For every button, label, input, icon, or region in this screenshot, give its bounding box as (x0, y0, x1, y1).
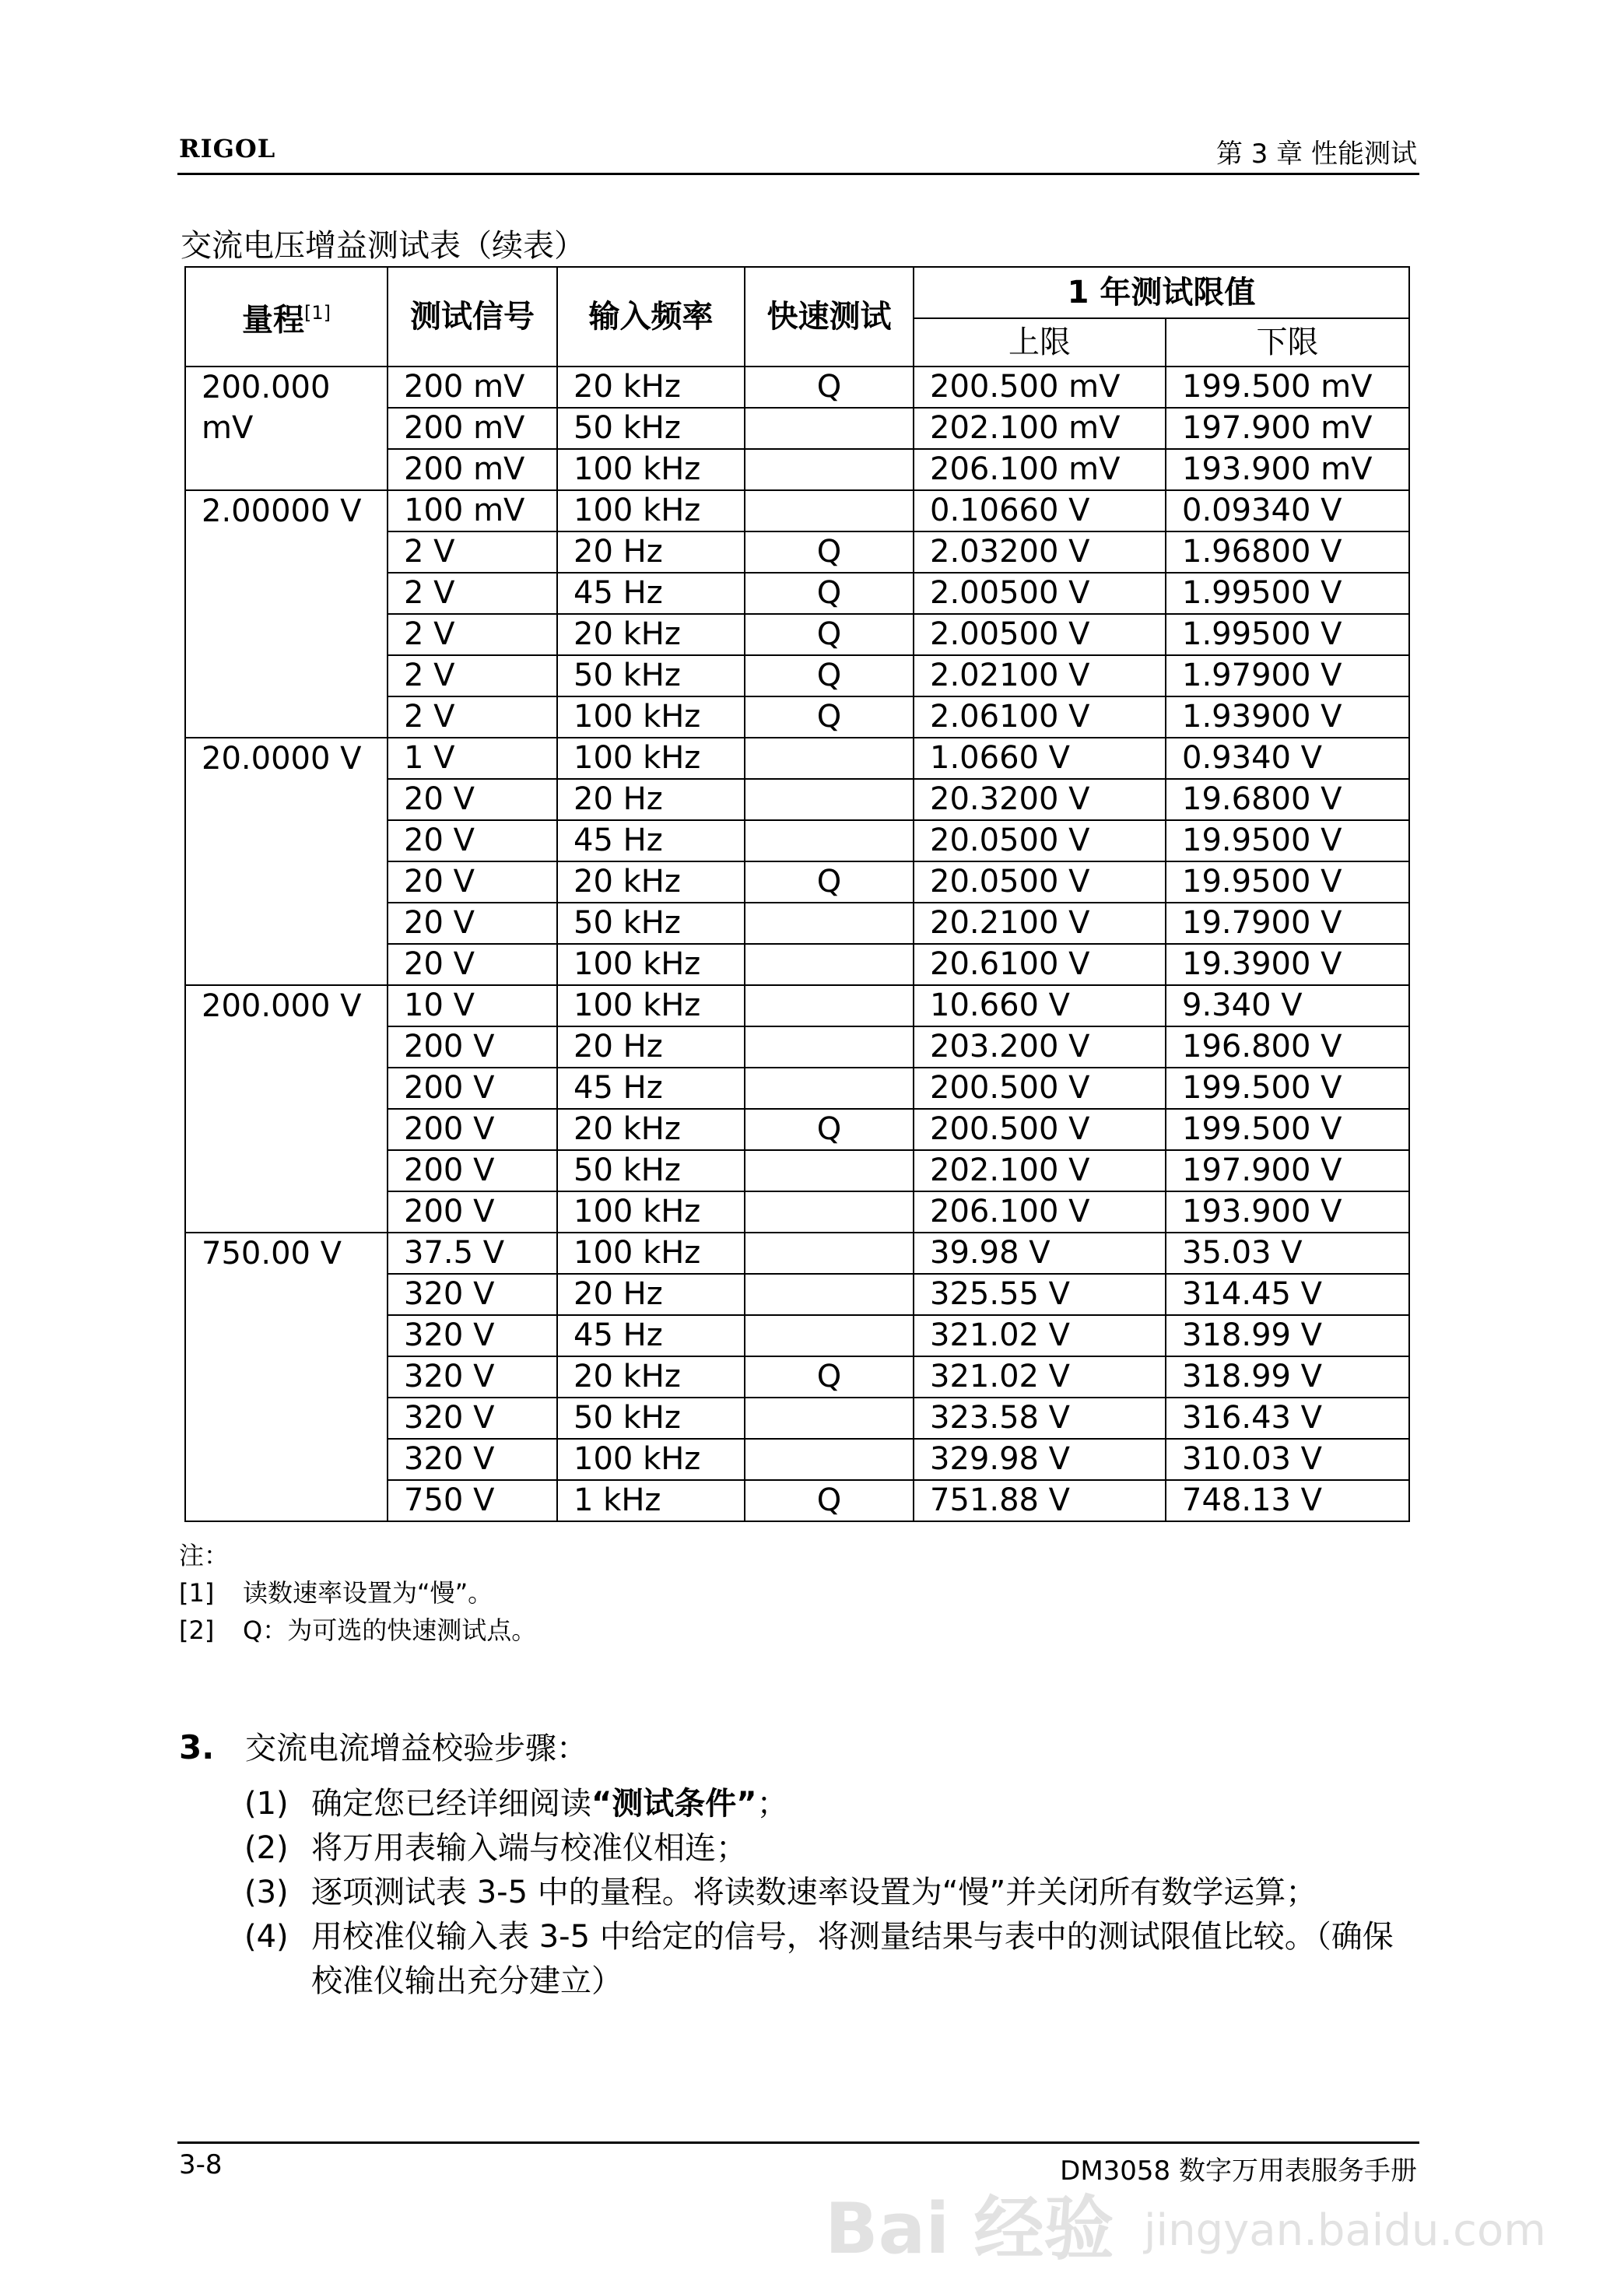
cell-frequency: 1 kHz (557, 1480, 745, 1521)
cell-upper: 20.6100 V (914, 944, 1166, 985)
cell-signal: 20 V (388, 820, 557, 861)
step-item: (1) 确定您已经详细阅读“测试条件”； (244, 1786, 788, 1822)
cell-lower: 1.96800 V (1166, 531, 1409, 573)
cell-lower: 197.900 V (1166, 1150, 1409, 1191)
cell-upper: 200.500 mV (914, 367, 1166, 408)
table-caption: 交流电压增益测试表（续表） (181, 228, 585, 264)
cell-upper: 325.55 V (914, 1274, 1166, 1315)
cell-upper: 2.06100 V (914, 696, 1166, 738)
cell-quick (745, 1398, 914, 1439)
table-row (185, 985, 1409, 1026)
cell-signal: 320 V (388, 1398, 557, 1439)
cell-quick (745, 1150, 914, 1191)
header-lower: 下限 (1166, 318, 1409, 367)
cell-lower: 197.900 mV (1166, 408, 1409, 449)
cell-lower: 9.340 V (1166, 985, 1409, 1026)
cell-quick (745, 1315, 914, 1356)
cell-quick: Q (745, 861, 914, 903)
cell-upper: 1.0660 V (914, 738, 1166, 779)
cell-frequency: 20 kHz (557, 367, 745, 408)
cell-lower: 318.99 V (1166, 1315, 1409, 1356)
cell-frequency: 20 kHz (557, 861, 745, 903)
cell-frequency: 20 kHz (557, 614, 745, 655)
cell-signal: 2 V (388, 614, 557, 655)
cell-range: 200.000 mV (185, 367, 388, 490)
cell-frequency: 20 Hz (557, 779, 745, 820)
cell-lower: 19.6800 V (1166, 779, 1409, 820)
cell-upper: 206.100 V (914, 1191, 1166, 1233)
cell-quick: Q (745, 1109, 914, 1150)
cell-upper: 20.0500 V (914, 820, 1166, 861)
cell-upper: 329.98 V (914, 1439, 1166, 1480)
cell-frequency: 45 Hz (557, 1068, 745, 1109)
cell-signal: 2 V (388, 531, 557, 573)
cell-quick (745, 944, 914, 985)
cell-signal: 2 V (388, 655, 557, 696)
cell-signal: 320 V (388, 1439, 557, 1480)
chapter-title: 第 3 章 性能测试 (1215, 139, 1417, 170)
cell-lower: 1.97900 V (1166, 655, 1409, 696)
cell-frequency: 45 Hz (557, 573, 745, 614)
cell-frequency: 100 kHz (557, 696, 745, 738)
cell-upper: 20.2100 V (914, 903, 1166, 944)
cell-upper: 0.10660 V (914, 490, 1166, 531)
cell-quick (745, 1274, 914, 1315)
cell-quick (745, 408, 914, 449)
cell-lower: 310.03 V (1166, 1439, 1409, 1480)
cell-lower: 19.7900 V (1166, 903, 1409, 944)
cell-frequency: 50 kHz (557, 1150, 745, 1191)
page-number: 3-8 (179, 2149, 223, 2180)
cell-quick (745, 738, 914, 779)
cell-frequency: 100 kHz (557, 490, 745, 531)
cell-frequency: 100 kHz (557, 1191, 745, 1233)
header-signal: 测试信号 (388, 267, 557, 367)
cell-upper: 200.500 V (914, 1068, 1166, 1109)
cell-lower: 19.9500 V (1166, 820, 1409, 861)
cell-quick: Q (745, 1356, 914, 1398)
cell-signal: 20 V (388, 944, 557, 985)
cell-range: 750.00 V (185, 1233, 388, 1521)
cell-frequency: 100 kHz (557, 944, 745, 985)
brand-logo: RIGOL (179, 134, 276, 163)
cell-lower: 19.9500 V (1166, 861, 1409, 903)
cell-quick (745, 779, 914, 820)
header-range: 量程[1] (185, 267, 388, 367)
table-row (185, 490, 1409, 531)
cell-signal: 20 V (388, 903, 557, 944)
cell-frequency: 100 kHz (557, 985, 745, 1026)
cell-quick: Q (745, 531, 914, 573)
cell-quick: Q (745, 655, 914, 696)
cell-upper: 323.58 V (914, 1398, 1166, 1439)
cell-signal: 200 V (388, 1191, 557, 1233)
cell-range: 2.00000 V (185, 490, 388, 738)
cell-frequency: 45 Hz (557, 1315, 745, 1356)
step-item: (2) 将万用表输入端与校准仪相连； (244, 1830, 747, 1866)
cell-frequency: 50 kHz (557, 903, 745, 944)
footer-divider (177, 2141, 1419, 2144)
cell-lower: 19.3900 V (1166, 944, 1409, 985)
cell-upper: 203.200 V (914, 1026, 1166, 1068)
cell-lower: 0.09340 V (1166, 490, 1409, 531)
cell-quick: Q (745, 614, 914, 655)
cell-quick: Q (745, 1480, 914, 1521)
cell-quick (745, 1068, 914, 1109)
cell-upper: 321.02 V (914, 1315, 1166, 1356)
cell-range: 20.0000 V (185, 738, 388, 985)
cell-signal: 200 V (388, 1026, 557, 1068)
ac-voltage-gain-table (184, 266, 1410, 1522)
manual-title: DM3058 数字万用表服务手册 (1060, 2155, 1417, 2187)
cell-upper: 20.3200 V (914, 779, 1166, 820)
header-upper: 上限 (914, 318, 1166, 367)
cell-frequency: 50 kHz (557, 655, 745, 696)
note-item: [1] 读数速率设置为“慢”。 (179, 1578, 493, 1608)
cell-lower: 314.45 V (1166, 1274, 1409, 1315)
cell-signal: 750 V (388, 1480, 557, 1521)
cell-upper: 200.500 V (914, 1109, 1166, 1150)
cell-signal: 200 V (388, 1109, 557, 1150)
cell-lower: 196.800 V (1166, 1026, 1409, 1068)
cell-signal: 2 V (388, 573, 557, 614)
cell-lower: 1.99500 V (1166, 614, 1409, 655)
cell-upper: 751.88 V (914, 1480, 1166, 1521)
cell-frequency: 20 Hz (557, 1026, 745, 1068)
cell-signal: 20 V (388, 861, 557, 903)
cell-upper: 206.100 mV (914, 449, 1166, 490)
notes-title: 注： (179, 1541, 230, 1570)
step-item: (3) 逐项测试表 3-5 中的量程。将读数速率设置为“慢”并关闭所有数学运算； (244, 1875, 1317, 1910)
cell-upper: 2.02100 V (914, 655, 1166, 696)
cell-quick (745, 449, 914, 490)
cell-quick: Q (745, 696, 914, 738)
cell-lower: 316.43 V (1166, 1398, 1409, 1439)
cell-quick (745, 1191, 914, 1233)
cell-lower: 199.500 V (1166, 1068, 1409, 1109)
procedure-steps (244, 1782, 1419, 2004)
header-divider (177, 173, 1419, 175)
cell-lower: 318.99 V (1166, 1356, 1409, 1398)
cell-frequency: 50 kHz (557, 408, 745, 449)
cell-upper: 2.03200 V (914, 531, 1166, 573)
cell-signal: 320 V (388, 1315, 557, 1356)
cell-upper: 202.100 V (914, 1150, 1166, 1191)
cell-upper: 2.00500 V (914, 573, 1166, 614)
cell-signal: 200 mV (388, 408, 557, 449)
cell-signal: 37.5 V (388, 1233, 557, 1274)
header-frequency: 输入频率 (557, 267, 745, 367)
cell-frequency: 20 Hz (557, 531, 745, 573)
cell-quick (745, 820, 914, 861)
cell-frequency: 50 kHz (557, 1398, 745, 1439)
cell-lower: 1.99500 V (1166, 573, 1409, 614)
cell-lower: 199.500 mV (1166, 367, 1409, 408)
cell-frequency: 100 kHz (557, 738, 745, 779)
cell-signal: 320 V (388, 1274, 557, 1315)
section-heading: 3. 交流电流增益校验步骤： (179, 1728, 588, 1766)
header-quick-test: 快速测试 (745, 267, 914, 367)
cell-signal: 100 mV (388, 490, 557, 531)
cell-quick (745, 1439, 914, 1480)
cell-signal: 2 V (388, 696, 557, 738)
cell-upper: 2.00500 V (914, 614, 1166, 655)
cell-lower: 1.93900 V (1166, 696, 1409, 738)
cell-lower: 35.03 V (1166, 1233, 1409, 1274)
table-row (185, 1233, 1409, 1274)
cell-frequency: 100 kHz (557, 1439, 745, 1480)
cell-signal: 1 V (388, 738, 557, 779)
cell-lower: 748.13 V (1166, 1480, 1409, 1521)
cell-upper: 202.100 mV (914, 408, 1166, 449)
cell-upper: 321.02 V (914, 1356, 1166, 1398)
cell-frequency: 20 kHz (557, 1356, 745, 1398)
cell-frequency: 45 Hz (557, 820, 745, 861)
table-row (185, 738, 1409, 779)
step-item: (4) 用校准仪输入表 3-5 中给定的信号，将测量结果与表中的测试限值比较。（确保校准仪输出充分建立） (244, 1919, 1394, 1999)
cell-quick: Q (745, 367, 914, 408)
cell-signal: 200 mV (388, 449, 557, 490)
cell-frequency: 20 Hz (557, 1274, 745, 1315)
cell-quick (745, 1233, 914, 1274)
cell-signal: 200 V (388, 1150, 557, 1191)
watermark-logo: Bai 经验 (825, 2188, 1114, 2270)
cell-lower: 193.900 mV (1166, 449, 1409, 490)
header-limits: 1 年测试限值 (914, 267, 1409, 318)
cell-frequency: 20 kHz (557, 1109, 745, 1150)
cell-signal: 200 V (388, 1068, 557, 1109)
cell-lower: 193.900 V (1166, 1191, 1409, 1233)
cell-quick (745, 1026, 914, 1068)
cell-quick: Q (745, 573, 914, 614)
cell-quick (745, 490, 914, 531)
watermark-url: jingyan.baidu.com (1144, 2205, 1546, 2256)
cell-signal: 200 mV (388, 367, 557, 408)
cell-lower: 0.9340 V (1166, 738, 1409, 779)
cell-signal: 10 V (388, 985, 557, 1026)
cell-frequency: 100 kHz (557, 449, 745, 490)
table-row (185, 367, 1409, 408)
cell-quick (745, 903, 914, 944)
cell-signal: 20 V (388, 779, 557, 820)
cell-upper: 39.98 V (914, 1233, 1166, 1274)
cell-lower: 199.500 V (1166, 1109, 1409, 1150)
cell-quick (745, 985, 914, 1026)
cell-signal: 320 V (388, 1356, 557, 1398)
note-item: [2] Q：为可选的快速测试点。 (179, 1615, 537, 1645)
cell-frequency: 100 kHz (557, 1233, 745, 1274)
cell-upper: 10.660 V (914, 985, 1166, 1026)
cell-range: 200.000 V (185, 985, 388, 1233)
cell-upper: 20.0500 V (914, 861, 1166, 903)
table-notes (179, 1537, 536, 1649)
